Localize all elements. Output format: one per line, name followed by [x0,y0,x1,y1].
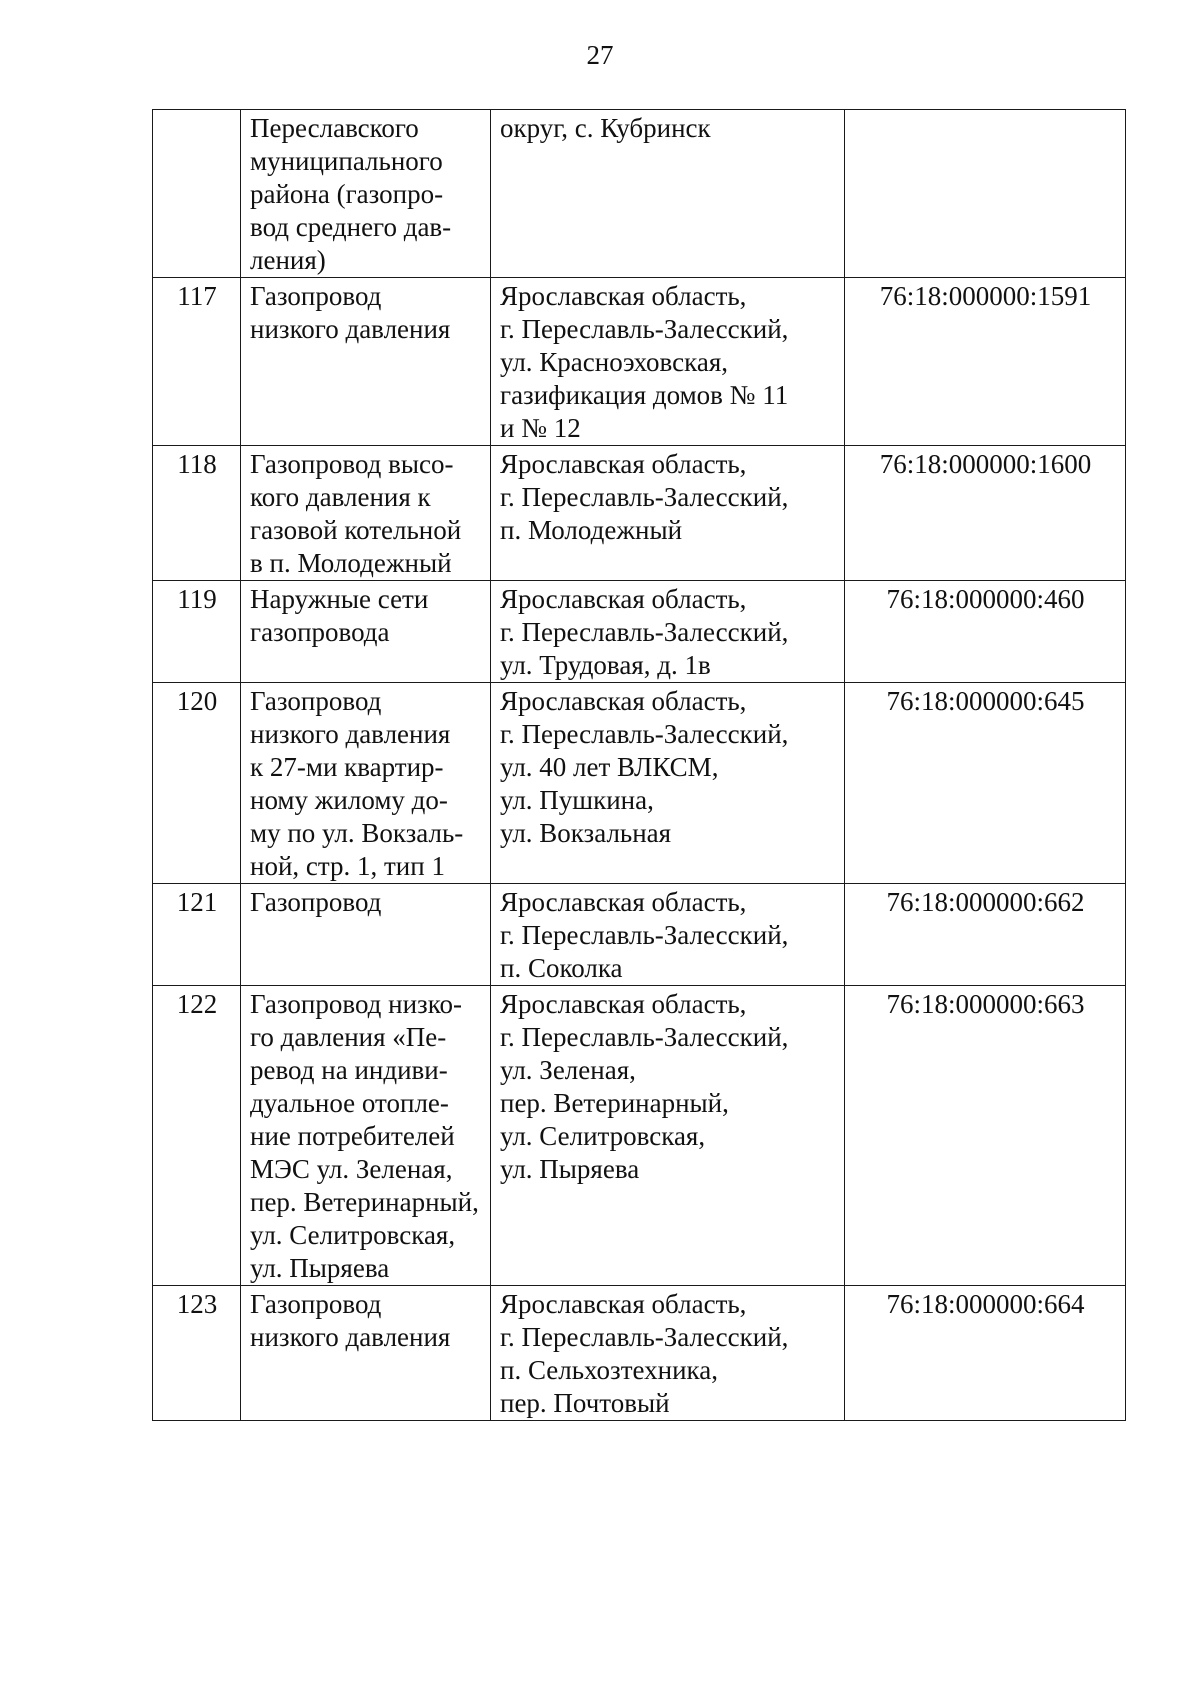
row-number-cell: 120 [153,683,241,884]
registry-table-body [153,110,1126,1421]
address-line: ул. Селитровская, [500,1121,706,1151]
cadastral-number-cell: 76:18:000000:645 [845,683,1126,884]
object-name-line: Газопровод высо- [250,449,454,479]
row-number-cell: 119 [153,581,241,683]
object-name-line: ления) [250,245,326,275]
address-line: Ярославская область, [500,449,747,479]
table-row [153,278,1126,446]
address-line: Ярославская область, [500,1289,747,1319]
address-line: Ярославская область, [500,686,747,716]
object-name-line: ул. Селитровская, [250,1220,456,1250]
address-cell [491,278,845,446]
object-name-line: ной, стр. 1, тип 1 [250,851,445,881]
object-name-line: Переславского [250,113,419,143]
object-name-cell [241,884,491,986]
object-name-cell [241,278,491,446]
address-line: ул. Зеленая, [500,1055,636,1085]
address-line: Ярославская область, [500,887,747,917]
address-line: г. Переславль-Залесский, [500,617,789,647]
cadastral-number-cell: 76:18:000000:664 [845,1286,1126,1421]
object-name-line: ревод на индиви- [250,1055,448,1085]
address-cell [491,110,845,278]
address-cell [491,446,845,581]
address-cell [491,884,845,986]
row-number-cell: 117 [153,278,241,446]
address-line: п. Сельхозтехника, [500,1355,718,1385]
address-line: Ярославская область, [500,989,747,1019]
object-name-line: Газопровод [250,887,382,917]
table-row [153,110,1126,278]
object-name-line: Газопровод низко- [250,989,462,1019]
row-number-cell: 118 [153,446,241,581]
address-line: и № 12 [500,413,581,443]
object-name-line: низкого давления [250,1322,451,1352]
cadastral-number-cell: 76:18:000000:1600 [845,446,1126,581]
object-name-cell [241,1286,491,1421]
object-name-line: низкого давления [250,314,451,344]
object-name-line: МЭС ул. Зеленая, [250,1154,453,1184]
object-name-line: ному жилому до- [250,785,448,815]
address-line: ул. Красноэховская, [500,347,728,377]
object-name-line: ние потребителей [250,1121,455,1151]
table-row [153,683,1126,884]
object-name-line: в п. Молодежный [250,548,452,578]
object-name-line: пер. Ветеринарный, [250,1187,479,1217]
address-line: ул. Вокзальная [500,818,672,848]
object-name-line: вод среднего дав- [250,212,452,242]
address-cell [491,1286,845,1421]
table-row [153,1286,1126,1421]
address-line: г. Переславль-Залесский, [500,1022,789,1052]
address-line: округ, с. Кубринск [500,113,711,143]
cadastral-number-cell: 76:18:000000:1591 [845,278,1126,446]
table-row [153,986,1126,1286]
address-line: Ярославская область, [500,584,747,614]
address-line: ул. Пушкина, [500,785,654,815]
gas-pipeline-registry-table [152,109,1126,1421]
object-name-line: муниципального [250,146,443,176]
address-line: Ярославская область, [500,281,747,311]
row-number-cell: 121 [153,884,241,986]
address-line: ул. Трудовая, д. 1в [500,650,711,680]
object-name-line: дуальное отопле- [250,1088,449,1118]
object-name-line: газопровода [250,617,390,647]
row-number-cell [153,110,241,278]
address-line: г. Переславль-Залесский, [500,719,789,749]
address-line: г. Переславль-Залесский, [500,920,789,950]
object-name-line: района (газопро- [250,179,444,209]
object-name-line: Газопровод [250,1289,382,1319]
cadastral-number-cell: 76:18:000000:460 [845,581,1126,683]
object-name-line: Наружные сети [250,584,429,614]
address-cell [491,986,845,1286]
row-number-cell: 123 [153,1286,241,1421]
object-name-line: му по ул. Вокзаль- [250,818,464,848]
object-name-line: кого давления к [250,482,431,512]
address-line: пер. Почтовый [500,1388,670,1418]
table-row [153,581,1126,683]
table-row [153,884,1126,986]
table-row [153,446,1126,581]
object-name-line: низкого давления [250,719,451,749]
address-line: п. Соколка [500,953,623,983]
address-line: г. Переславль-Залесский, [500,314,789,344]
object-name-line: Газопровод [250,686,382,716]
object-name-cell [241,446,491,581]
object-name-line: го давления «Пе- [250,1022,447,1052]
address-line: п. Молодежный [500,515,683,545]
object-name-line: к 27-ми квартир- [250,752,444,782]
object-name-cell [241,110,491,278]
row-number-cell: 122 [153,986,241,1286]
object-name-line: ул. Пыряева [250,1253,390,1283]
address-line: г. Переславль-Залесский, [500,482,789,512]
address-line: г. Переславль-Залесский, [500,1322,789,1352]
address-cell [491,581,845,683]
object-name-line: Газопровод [250,281,382,311]
cadastral-number-cell: 76:18:000000:662 [845,884,1126,986]
page-number: 27 [586,40,614,70]
object-name-cell [241,683,491,884]
address-line: газификация домов № 11 [500,380,789,410]
address-line: ул. Пыряева [500,1154,640,1184]
address-line: пер. Ветеринарный, [500,1088,729,1118]
address-line: ул. 40 лет ВЛКСМ, [500,752,719,782]
cadastral-number-cell: 76:18:000000:663 [845,986,1126,1286]
object-name-line: газовой котельной [250,515,462,545]
object-name-cell [241,581,491,683]
cadastral-number-cell [845,110,1126,278]
address-cell [491,683,845,884]
object-name-cell [241,986,491,1286]
